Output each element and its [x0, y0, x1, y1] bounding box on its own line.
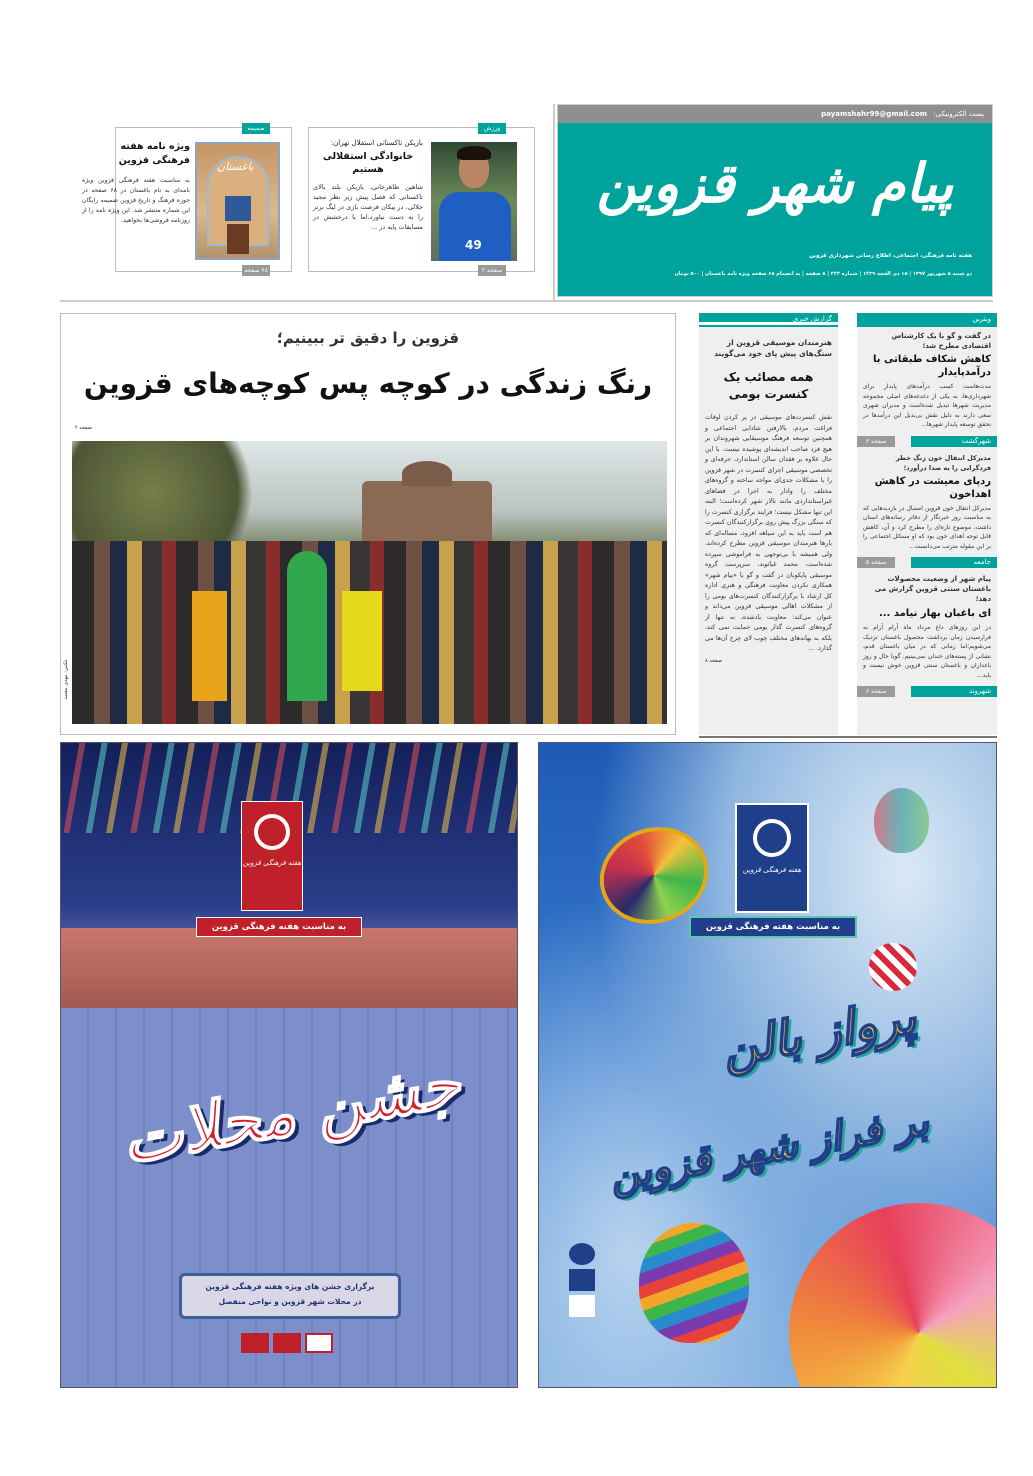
section-tag: ورزش	[478, 123, 506, 134]
news-report-column[interactable]	[699, 313, 838, 735]
story-headline: رنگ زندگی در کوچه پس کوچه‌های قزوین	[83, 367, 653, 400]
story-photo	[72, 441, 667, 724]
section-title: شهرگشت	[961, 436, 991, 445]
teaser-body: شاهین طاهرخانی، بازیکن بلند بالای تاکستانی که فصل پیش زیر نظر مجید جلالی، در پیکان فرصت بازی در لیگ برتر را به دست نیاورد،اما با درخشش در مسابقات پایه در ...	[313, 183, 423, 231]
section-header	[911, 436, 997, 447]
poster-title: جشن محلات	[116, 1045, 466, 1180]
story-kicker: قزوین را دقیق تر ببینیم؛	[276, 329, 460, 347]
teaser-supplement[interactable]	[82, 125, 292, 274]
poster-balloon-flight[interactable]	[538, 742, 997, 1388]
rainbow-balloon	[639, 1223, 749, 1343]
page-label[interactable]: صفحه ۵	[857, 557, 895, 568]
sponsor-logos	[569, 1243, 595, 1317]
section-row	[857, 557, 997, 568]
supplement-cover	[195, 142, 280, 260]
teaser-text	[82, 140, 190, 226]
teaser-sport[interactable]	[308, 127, 535, 272]
teaser-kicker: بازیکن تاکستانی استقلال تهران:	[330, 139, 423, 147]
email-link[interactable]: payamshahr99@gmail.com	[821, 110, 928, 118]
tagline: هفته نامه فرهنگی، اجتماعی، اطلاع رسانی شهرداری قزوین	[809, 253, 972, 259]
poster-neighborhood-festival[interactable]	[60, 742, 518, 1388]
section-header	[699, 313, 838, 325]
item-body: در این روزهای داغ مرداد ماه آرام آرام به فرارسیدن زمان برداشت محصول باغستان نزدیک می‌شویم؛اما زمانی که در میان باغستان قدم، نشانی از پسته‌های خندان نمی‌بینیم. گویا حال و روز باغداران و باغستان سنتی قزوین خوش نیست و باید...	[863, 624, 991, 679]
section-title: ویترین	[972, 315, 991, 323]
report-kicker: هنرمندان موسیقی قزوین از سنگ‌های پیش پای خود می‌گویند	[714, 338, 832, 358]
teaser-text	[313, 138, 423, 232]
report-headline: همه مصائب یک کنسرت بومی	[723, 370, 814, 401]
logo-text: هفته فرهنگی قزوین	[742, 866, 802, 874]
top-rule	[60, 300, 993, 302]
teaser-body: به مناسبت هفته فرهنگی قزوین ویژه نامه‌ای به نام باغستان در ۶۸ صفحه در حوزه فرهنگ و تاریخ قزوین ضمیمه رایگان این شماره منتشر شد. این ویژه نامه را از روزنامه فروشی‌ها بخواهید.	[82, 177, 190, 224]
festival-logo	[241, 801, 303, 911]
masthead-banner	[558, 123, 992, 296]
report-page: صفحه ۸	[705, 657, 722, 664]
item-headline: کاهش شکاف طبقاتی با درآمدپایدار	[873, 354, 991, 378]
item-body: مدت‌هاست کسب درآمدهای پایدار برای شهرداری‌ها، به یکی از دغدغه‌های اصلی مجموعه مدیریت شهرها تبدیل شده‌است و مدیران شهری سعی دارند به دلیل نقش بی‌بدیل این درآمدها در تحقق توسعه پایدار شهرها...	[863, 383, 991, 428]
striped-balloon	[869, 943, 917, 991]
buildings	[61, 928, 518, 1008]
logo-emblem-icon	[254, 814, 290, 850]
sponsor-logo-icon	[273, 1333, 301, 1353]
balloon	[874, 788, 929, 853]
item-kicker: پیام شهر از وضعیت محصولات باغستان سنتی قزوین گزارش می دهد؛	[874, 575, 991, 603]
sidebar-item[interactable]	[857, 447, 997, 552]
email-label: پست الکترونیکی:	[933, 110, 984, 118]
section-row	[857, 686, 997, 697]
poster-subtitle-box	[179, 1273, 401, 1319]
poster-ribbon: به مناسبت هفته فرهنگی قزوین	[689, 916, 857, 938]
item-body: مدیرکل انتقال خون قزوین امسال در بازدیدهایی که به مناسبت روز خبرنگار از دفاتر رسانه‌های استان داشت، موضوع تازه‌ای را مطرح کرد و آن، کاهش قابل توجه اهدای خون بود که او مسائل اجتماعی را بر این مقوله مترتب می‌دانست...	[863, 504, 991, 550]
poster-title-1: پرواز بالن	[717, 988, 921, 1078]
issue-line: دو شنبه ۵ شهریور ۱۳۹۷ | ۱۵ ذی الحجه ۱۴۳۹ | شماره ۳۲۲ | ۸ صفحه | به انضمام ۶۸ صفحه ویژه نامه باغستان | ۵۰۰ تومان	[674, 271, 972, 277]
player-photo	[431, 142, 517, 261]
column-bottom-rule	[699, 736, 997, 738]
cover-title: باغستان	[217, 160, 254, 173]
item-headline: ای باغبان بهار نیامد ...	[878, 608, 991, 619]
sponsor-logo-icon	[569, 1243, 595, 1265]
photo-credit: عکس: مهدی معتمد	[63, 659, 69, 700]
page-label[interactable]: صفحه ۳	[857, 436, 895, 447]
section-title: جامعه	[973, 558, 991, 566]
section-header	[911, 557, 997, 568]
masthead	[557, 104, 993, 297]
teaser-title: ویژه نامه هفته فرهنگی قزوین	[118, 141, 190, 166]
logo-text: هفته فرهنگی قزوین	[242, 859, 302, 867]
festival-logo	[735, 803, 809, 913]
main-story[interactable]	[60, 313, 676, 735]
section-header	[857, 313, 997, 325]
sidebar-column	[857, 313, 997, 735]
subtitle-line-1: برگزاری جشن های ویژه هفته فرهنگی قزوین	[205, 1282, 375, 1291]
section-header	[911, 686, 997, 697]
report-body: نقش کنسرت‌های موسیقی در پر کردن اوقات فراغت مردم، بالارفتن شادابی اجتماعی و همچنین توسعه فرهنگ موسیقایی شهروندان بر هیچ فرد صاحب اندیشه‌ای پوشیده نیست. با این حال علاوه بر فقدان سالن استاندارد، حرفه‌ای و تخصصی موسیقی اجرای کنسرت در شهر قزوین را با مشکلات جدی‌ای مواجه ساخته و گروه‌های مختلف را وادار به اجرا در فضاهای غیراستانداردی مانند تالار شهر کرده‌است؛ البته این تنها مشکل نیست؛ فرایند برگزاری کنسرت را که سنگی بزرگ پیش روی برگزارکنندگان کنسرت هم است باید به این سیاهه افزود، مساله‌ای که بارها هنرمندان موسیقی قزوین مطرح کرده‌اند، ولی همیشه با بی‌توجهی به فراموشی سپرده شده‌است. محمد غیاثوند، سرپرست گروه موسیقی پایکوبان در گفت و گو با «پیام شهر» همکاری نکردن معاونت فرهنگی و هنری اداره کل ارشاد با برگزارکنندگان کنسرت‌های بومی را از مشکلات اهالی موسیقی قزوین می‌داند و عنوان می‌کند: معاونت یادشده، نه تنها از گروه‌های کنسرت گذار بومی حمایت نمی کند، بلکه به بهانه‌های مختلف چوب لای چرخ آن‌ها می گذارد. ...	[705, 414, 832, 652]
sponsor-logo-icon	[569, 1295, 595, 1317]
sponsor-logos	[241, 1333, 333, 1353]
sidebar-item[interactable]	[857, 325, 997, 430]
email-bar	[558, 105, 992, 123]
page-label[interactable]: صفحه ۶	[857, 686, 895, 697]
subtitle-line-2: در محلات شهر قزوین و نواحی منفصل	[218, 1297, 362, 1306]
item-kicker: در گفت و گو با یک کارشناس اقتصادی مطرح شد؛	[891, 332, 991, 350]
section-title: شهروند	[969, 687, 991, 695]
page-label: ۶۸ صفحه	[242, 265, 270, 276]
sponsor-logo-icon	[241, 1333, 269, 1353]
shirt-number: 49	[465, 238, 482, 252]
masthead-logo: پیام شهر قزوین	[596, 151, 954, 215]
page-label: صفحه ۲	[478, 265, 506, 276]
poster-ribbon: به مناسبت هفته فرهنگی قزوین	[196, 917, 362, 937]
sponsor-logo-icon	[569, 1269, 595, 1291]
item-kicker: مدیرکل انتقال خون زنگ خطر فردگرایی را به صدا درآورد؛	[895, 453, 991, 472]
section-title: گزارش خبری	[792, 315, 832, 323]
large-balloon	[789, 1203, 997, 1388]
sidebar-item[interactable]	[857, 568, 997, 680]
sponsor-logo-icon	[305, 1333, 333, 1353]
story-page: صفحه ۲	[75, 425, 92, 431]
masthead-divider	[553, 104, 555, 300]
item-headline: ردپای معیشت در کاهش اهداخون	[874, 475, 991, 500]
logo-emblem-icon	[753, 819, 791, 857]
teaser-title: خانوادگی استقلالی هستیم	[322, 151, 414, 175]
section-tag: ضمیمه	[242, 123, 270, 134]
poster-title-2: بر فراز شهر قزوین	[605, 1097, 932, 1200]
section-row	[857, 436, 997, 447]
